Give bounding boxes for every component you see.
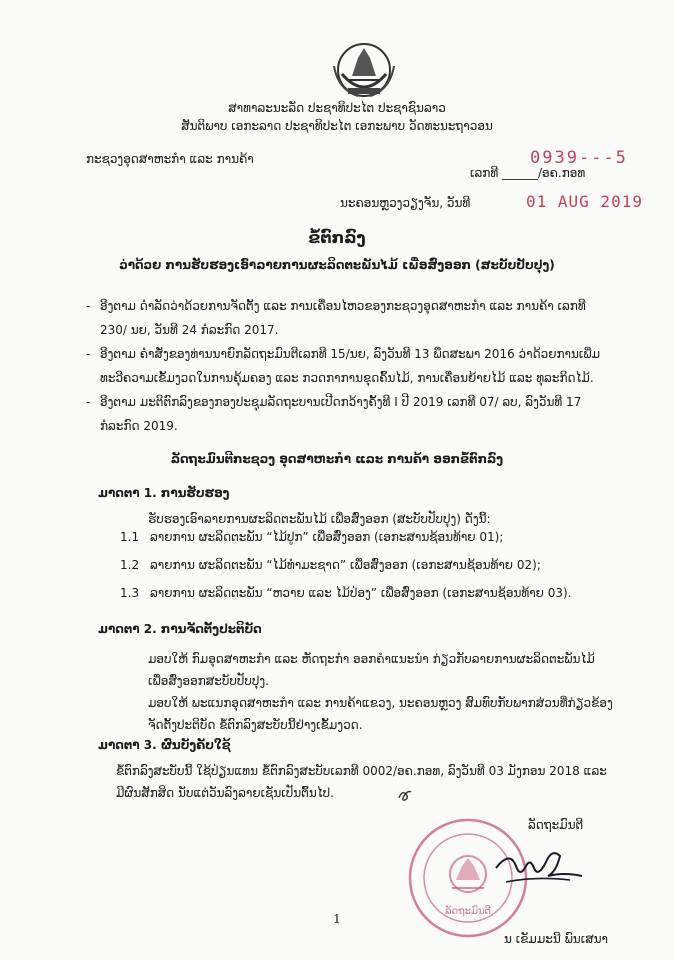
document-subtitle: ວ່າດ້ວຍ ການຮັບຮອງເອົາລາຍການຜະລິດຕະພັນໄມ້ ເພື່ອສົ່ງອອກ (ສະບັບປັບປຸງ) (119, 258, 555, 272)
page-number: 1 (333, 912, 341, 926)
seal-text: ລັດຖະມົນຕີ (445, 906, 491, 917)
document-number: ເລກທີ ______/ອຄ.ກອທ (470, 166, 586, 180)
reference-item: - ອີງຕາມ ມະຕິຕົກລົງຂອງກອງປະຊຸມລັດຖະບານເປີດກວ້າງຄັ້ງທີ I ປີ 2019 ເລກທີ 07/ ລບ, ລົງວັນທີ 17 ກໍລະກົດ 2019. (86, 395, 582, 433)
ministry-name: ກະຊວງອຸດສາຫະກຳ ແລະ ການຄ້າ (86, 152, 254, 166)
decree-line: ລັດຖະມົນຕີກະຊວງ ອຸດສາຫະກຳ ແລະ ການຄ້າ ອອກຂໍ້ຕົກລົງ (170, 452, 504, 466)
reference-text: ອີງຕາມ ມະຕິຕົກລົງຂອງກອງປະຊຸມລັດຖະບານເປີດກວ້າງຄັ້ງທີ I ປີ 2019 ເລກທີ 07/ ລບ, ລົງວັນທີ 17 ກໍລະກົດ 2019. (100, 395, 582, 433)
article-2-para-1: ມອບໃຫ້ ກົມອຸດສາຫະກຳ ແລະ ຫັດຖະກຳ ອອກຄຳແນະນຳ ກ່ຽວກັບລາຍການຜະລິດຕະພັນໄມ້ ເພື່ອສົ່ງອອກສະບັບປັບປຸງ. (148, 652, 595, 688)
document-title: ຂໍ້ຕົກລົງ (308, 228, 366, 247)
reference-text: ອີງຕາມ ດຳລັດວ່າດ້ວຍການຈັດຕັ້ງ ແລະ ການເຄື່ອນໄຫວຂອງກະຊວງອຸດສາຫະກຳ ແລະ ການຄ້າ ເລກທີ 230/ ນຍ, ວັນທີ 24 ກໍລະກົດ 2017. (100, 299, 586, 337)
article-2-para-2: ມອບໃຫ້ ພະແນກອຸດສາຫະກຳ ແລະ ການຄ້າແຂວງ, ນະຄອນຫຼວງ ສົມທົບກັບພາກສ່ວນທີ່ກ່ຽວຂ້ອງ ຈັດຕັ້ງປະຕິບັດ ຂໍ້ຕົກລົງສະບັບນີ້ຢ່າງເຂັ້ມງວດ. (148, 696, 613, 732)
item-number: 1.2 (120, 558, 140, 572)
item-number: 1.1 (120, 530, 140, 544)
article-2-heading: ມາດຕາ 2. ການຈັດຕັ້ງປະຕິບັດ (98, 622, 262, 636)
stamped-document-number: 0939---5 (530, 148, 628, 168)
reference-item: - ອີງຕາມ ດຳລັດວ່າດ້ວຍການຈັດຕັ້ງ ແລະ ການເຄື່ອນໄຫວຂອງກະຊວງອຸດສາຫະກຳ ແລະ ການຄ້າ ເລກທີ 230/ ນຍ, ວັນທີ 24 ກໍລະກົດ 2017. (86, 299, 586, 337)
national-motto: ສັນຕິພາບ ເອກະລາດ ປະຊາທິປະໄຕ ເອກະພາບ ວັດທະນະຖາວອນ (181, 119, 493, 133)
handwritten-signature-icon (486, 842, 590, 892)
article-3-heading: ມາດຕາ 3. ຜົນບັງຄັບໃຊ້ (98, 738, 231, 752)
item-text: ລາຍການ ຜະລິດຕະພັນ “ໄມ້ປູກ” ເພື່ອສົ່ງອອກ (ເອກະສານຊ້ອນທ້າຍ 01); (150, 530, 504, 544)
item-text: ລາຍການ ຜະລິດຕະພັນ “ຫວາຍ ແລະ ໄມ້ປ່ອງ” ເພື່ອສົ່ງອອກ (ເອກະສານຊ້ອນທ້າຍ 03). (150, 586, 572, 600)
reference-item: - ອີງຕາມ ຄຳສັ່ງຂອງທ່ານນາຍົກລັດຖະມົນຕີເລກທີ 15/ນຍ, ລົງວັນທີ 13 ພຶດສະພາ 2016 ວ່າດ້ວຍການເພີ່ມທະວີຄວາມເຂັ້ມງວດໃນການຄຸ້ມຄອງ ແລະ ກວດກາການຂຸດຄົ້ນໄມ້, ການເຄື່ອນຍ້າຍໄມ້ ແລະ ທຸລະກິດໄມ້. (86, 347, 601, 385)
article-3-para: ຂໍ້ຕົກລົງສະບັບນີ້ ໃຊ້ປ່ຽນແທນ ຂໍ້ຕົກລົງສະບັບເລກທີ 0002/ອຄ.ກອທ, ລົງວັນທີ 03 ມັງກອນ 2018 ແລະ ມີຜົນສັກສິດ ນັບແຕ່ວັນລົງລາຍເຊັນເປັນຕົ້ນໄປ. (116, 764, 607, 800)
signatory-name: ນ ເຂັມມະນີ ພົນເສນາ (504, 932, 609, 946)
article-1-intro: ຮັບຮອງເອົາລາຍການຜະລິດຕະພັນໄມ້ ເພື່ອສົ່ງອອກ (ສະບັບປັບປຸງ) ດັ່ງນີ້: (148, 512, 491, 526)
reference-text: ອີງຕາມ ຄຳສັ່ງຂອງທ່ານນາຍົກລັດຖະມົນຕີເລກທີ 15/ນຍ, ລົງວັນທີ 13 ພຶດສະພາ 2016 ວ່າດ້ວຍການເພີ່ມທະວີຄວາມເຂັ້ມງວດໃນການຄຸ້ມຄອງ ແລະ ກວດກາການຂຸດຄົ້ນໄມ້, ການເຄື່ອນຍ້າຍໄມ້ ແລະ ທຸລະກິດໄມ້. (100, 347, 601, 385)
article-1-heading: ມາດຕາ 1. ການຮັບຮອງ (98, 486, 230, 500)
country-name: ສາທາລະນະລັດ ປະຊາທິປະໄຕ ປະຊາຊົນລາວ (228, 101, 446, 115)
signatory-title: ລັດຖະມົນຕີ (528, 818, 584, 832)
handwritten-initial-icon (396, 786, 414, 804)
stamped-date: 01 AUG 2019 (526, 192, 643, 211)
item-number: 1.3 (120, 586, 140, 600)
item-text: ລາຍການ ຜະລິດຕະພັນ “ໄມ້ທຳມະຊາດ” ເພື່ອສົ່ງອອກ (ເອກະສານຊ້ອນທ້າຍ 02); (150, 558, 541, 572)
place-date-label: ນະຄອນຫຼວງວຽງຈັນ, ວັນທີ (340, 196, 471, 210)
national-emblem-icon (328, 36, 400, 102)
